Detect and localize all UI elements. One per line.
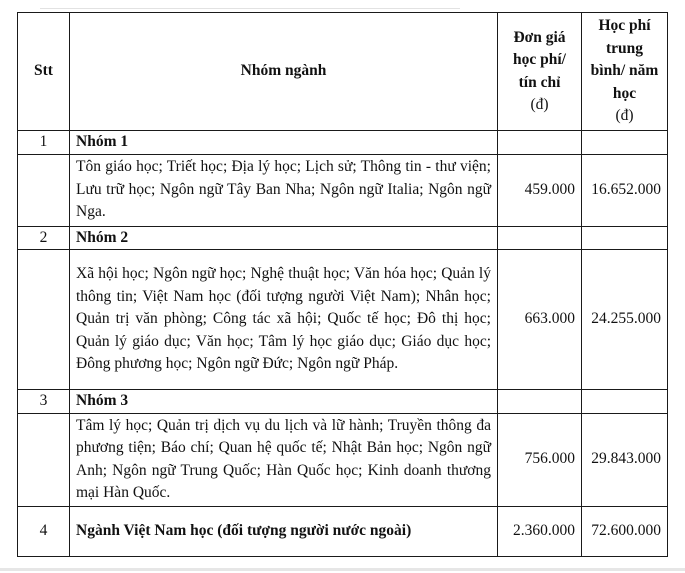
group-detail-row <box>18 250 668 390</box>
group-title-row <box>18 226 668 250</box>
header-group: Nhóm ngành <box>70 13 498 131</box>
empty-cell <box>498 226 582 250</box>
empty-cell <box>582 390 668 414</box>
stt-cell: 1 <box>18 131 70 155</box>
page-edge-divider <box>0 568 685 571</box>
header-unit-price <box>498 13 582 131</box>
empty-cell <box>498 390 582 414</box>
unit-price-cell: 756.000 <box>498 413 582 506</box>
stt-cell: 2 <box>18 226 70 250</box>
unit-price-cell: 459.000 <box>498 154 582 226</box>
header-avg-fee-line: Học phí <box>598 17 651 35</box>
group-description: Tôn giáo học; Triết học; Địa lý học; Lịch sử; Thông tin - thư viện; Lưu trữ học; Ngôn ngữ Tây Ban Nha; Ngôn ngữ Italia; Ngôn ngữ Nga. <box>70 154 498 226</box>
group-title: Ngành Việt Nam học (đối tượng người nước ngoài) <box>70 506 498 556</box>
stt-cell: 3 <box>18 390 70 414</box>
header-unit-price-line: tín chỉ <box>518 73 561 91</box>
unit-price-cell: 2.360.000 <box>498 506 582 556</box>
avg-fee-cell: 72.600.000 <box>582 506 668 556</box>
stt-cell: 4 <box>18 506 70 556</box>
empty-cell <box>582 131 668 155</box>
avg-fee-cell: 29.843.000 <box>582 413 668 506</box>
group-title-row <box>18 131 668 155</box>
header-avg-fee-line: trung <box>605 39 644 57</box>
header-unit-price-line: học phí/ <box>513 51 566 68</box>
header-avg-fee <box>582 13 668 131</box>
avg-fee-cell: 16.652.000 <box>582 154 668 226</box>
header-stt: Stt <box>18 13 70 131</box>
table-header-row <box>18 13 668 131</box>
group-title: Nhóm 3 <box>70 390 498 414</box>
group-title-row <box>18 390 668 414</box>
group-description: Tâm lý học; Quản trị dịch vụ du lịch và lữ hành; Truyền thông đa phương tiện; Báo chí; Quan hệ quốc tế; Nhật Bản học; Ngôn ngữ Anh; Ngôn ngữ Trung Quốc; Hàn Quốc học; Kinh doanh thương mại Hàn Quốc. <box>70 413 498 506</box>
empty-cell <box>582 226 668 250</box>
empty-cell <box>18 413 70 506</box>
empty-cell <box>18 250 70 390</box>
group-title: Nhóm 1 <box>70 131 498 155</box>
empty-cell <box>498 131 582 155</box>
cropped-text-line <box>40 0 460 9</box>
group-title: Nhóm 2 <box>70 226 498 250</box>
tuition-fee-table <box>17 12 668 557</box>
group-detail-row <box>18 154 668 226</box>
foreign-students-row <box>18 506 668 556</box>
header-unit-price-currency: (đ) <box>530 96 549 113</box>
header-avg-fee-currency: (đ) <box>615 107 634 125</box>
header-avg-fee-line: học <box>612 84 637 102</box>
empty-cell <box>18 154 70 226</box>
unit-price-cell: 663.000 <box>498 250 582 390</box>
group-description: Xã hội học; Ngôn ngữ học; Nghệ thuật học; Văn hóa học; Quản lý thông tin; Việt Nam học (đối tượng người Việt Nam); Nhân học; Quản trị văn phòng; Công tác xã hội; Quốc tế học; Đô thị học; Quản lý giáo dục; Văn học; Tâm lý học giáo dục; Giáo dục học; Đông phương học; Ngôn ngữ Đức; Ngôn ngữ Pháp. <box>70 250 498 390</box>
header-avg-fee-line: bình/ năm <box>590 62 659 80</box>
header-unit-price-line: Đơn giá <box>513 28 566 46</box>
group-detail-row <box>18 413 668 506</box>
avg-fee-cell: 24.255.000 <box>582 250 668 390</box>
